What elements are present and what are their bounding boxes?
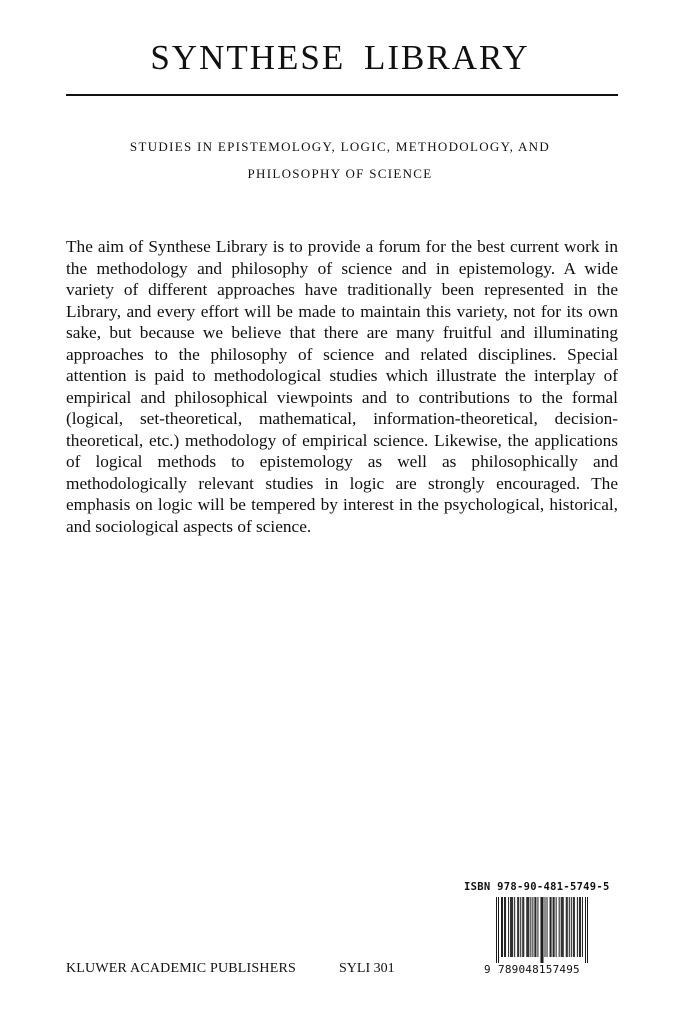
barcode-bar (562, 897, 563, 957)
barcode-bar (498, 897, 499, 963)
barcode-bar (517, 897, 518, 957)
series-code: SYLI 301 (339, 961, 395, 976)
barcode-bar (530, 897, 531, 957)
barcode-bar (496, 897, 497, 963)
barcode-bar (580, 897, 581, 957)
barcode-bar (579, 897, 580, 957)
barcode-bar (573, 897, 574, 957)
barcode-bar (522, 897, 523, 957)
barcode-bar (566, 897, 567, 957)
barcode-bar (518, 897, 519, 957)
barcode-bar (554, 897, 555, 957)
barcode-bar (520, 897, 521, 957)
barcode-bar (534, 897, 535, 957)
barcode-bar (582, 897, 583, 957)
barcode-bar (587, 897, 588, 963)
barcode-bar (556, 897, 557, 957)
barcode-bar (553, 897, 554, 957)
barcode-bar (532, 897, 533, 957)
barcode-bar (511, 897, 512, 957)
barcode-bar (574, 897, 575, 957)
barcode-bar (550, 897, 551, 957)
barcode-bar (523, 897, 524, 957)
title-rule (66, 94, 618, 96)
barcode-bar (528, 897, 529, 957)
barcode-lead-digit: 9 (484, 963, 491, 976)
barcode-bar (545, 897, 546, 957)
barcode-bar (559, 897, 560, 957)
barcode-bar (567, 897, 568, 957)
barcode-bar (577, 897, 578, 957)
barcode-bar (526, 897, 527, 957)
series-subtitle-line-2: PHILOSOPHY OF SCIENCE (247, 166, 433, 181)
barcode-bar (540, 897, 541, 963)
series-title: SYNTHESE LIBRARY (150, 38, 530, 77)
barcode-bar (543, 897, 544, 963)
barcode-bar (537, 897, 538, 957)
barcode-bar (585, 897, 586, 963)
barcode-bar (505, 897, 506, 957)
barcode-bar (563, 897, 564, 957)
barcode-bar (508, 897, 509, 957)
barcode-bar (569, 897, 570, 957)
barcode-bar (551, 897, 552, 957)
barcode-bar (501, 897, 502, 957)
barcode-bar (510, 897, 511, 957)
barcode-bar (541, 897, 542, 963)
barcode-bar (527, 897, 528, 957)
barcode-bar (571, 897, 572, 957)
series-subtitle-line-1: STUDIES IN EPISTEMOLOGY, LOGIC, METHODOLOGY, AND (129, 139, 551, 154)
barcode-number: 789048157495 (498, 963, 580, 976)
barcode-bar (504, 897, 505, 957)
barcode-bar (535, 897, 536, 957)
barcode-bar (547, 897, 548, 957)
series-description: The aim of Synthese Library is to provide a forum for the best current work in the methodology and philosophy of science and in epistemology. A wide variety of different approaches have traditionally been represented in the Library, and every effort will be made to maintain this variety, not for its own sake, but because we believe that there are many fruitful and illuminating approaches to the philosophy of science and related disciplines. Special attention is paid to methodological studies which illustrate the interplay of empirical and philosophical viewpoints and to contributions to the formal (logical, set-theoretical, mathematical, information-theoretical, decision-theoretical, etc.) methodology of empirical science. Likewise, the applications of logical methods to epistemology as well as philosophically and methodologically relevant studies in logic are strongly encouraged. The emphasis on logic will be tempered by interest in the psychological, historical, and sociological aspects of science. (66, 237, 618, 536)
isbn-label: ISBN 978-90-481-5749-5 (464, 881, 610, 893)
barcode-bar (512, 897, 513, 957)
publisher-name: KLUWER ACADEMIC PUBLISHERS (66, 961, 296, 976)
barcode-bar (502, 897, 503, 957)
barcode-bar (514, 897, 515, 957)
barcode-bar (561, 897, 562, 957)
barcode-image (496, 897, 588, 963)
